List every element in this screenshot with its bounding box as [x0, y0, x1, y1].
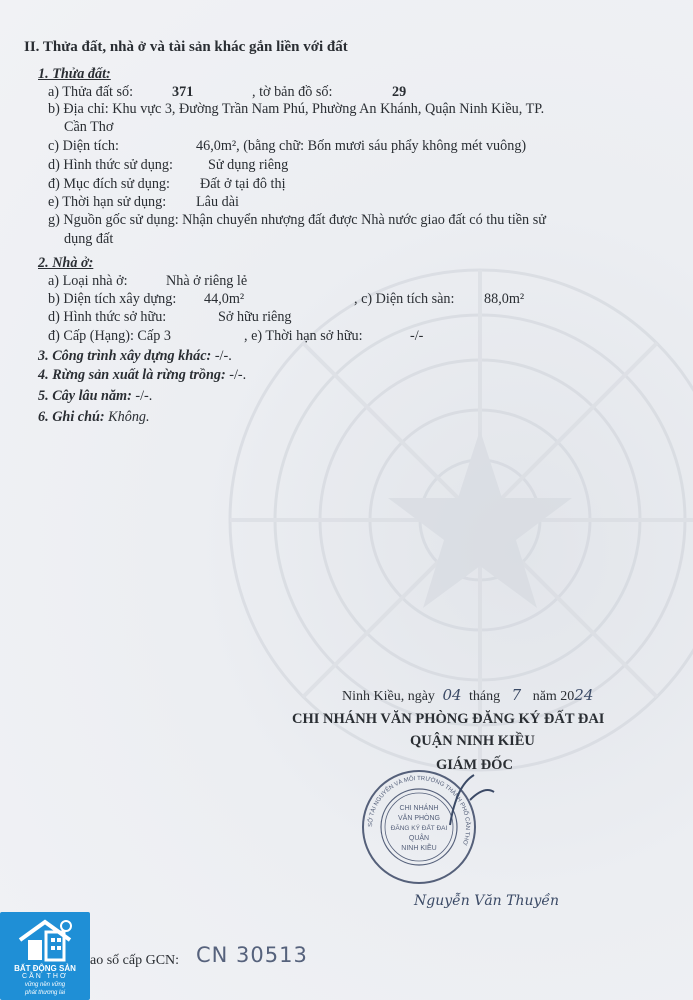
planted-forest — [38, 366, 246, 384]
house-grade: đ) Cấp (Hạng): Cấp 3 — [48, 328, 171, 344]
stamp-line-4: QUẬN — [408, 835, 430, 842]
stamp-line-5: NINH KIỀU — [401, 845, 437, 852]
org-district: QUẬN NINH KIỀU — [410, 733, 535, 749]
date-place: Ninh Kiều, ngày — [342, 689, 435, 704]
perennial-trees — [38, 387, 152, 405]
house-build-area-label: b) Diện tích xây dựng: — [48, 291, 177, 307]
planted-forest-label: 4. Rừng sản xuất là rừng trồng: — [38, 367, 226, 383]
date-month: 7 — [511, 686, 522, 704]
logo-line2: CẦN THƠ — [22, 973, 68, 980]
land-area-value: 46,0m², (bằng chữ: Bốn mươi sáu phẩy không mét vuông) — [196, 138, 527, 154]
planted-forest-value: -/-. — [225, 367, 247, 383]
stamp-line-3: ĐĂNG KÝ ĐẤT ĐAI — [390, 825, 448, 832]
section-heading: II. Thửa đất, nhà ở và tài sản khác gắn liền với đất — [24, 39, 348, 55]
date-year-label: năm 20 — [532, 689, 575, 704]
other-construction-label: 3. Công trình xây dựng khác: — [38, 348, 212, 364]
land-area-label: c) Diện tích: — [48, 138, 119, 154]
house-title: 2. Nhà ở: — [38, 255, 94, 271]
land-purpose-value: Đất ở tại đô thị — [200, 176, 286, 192]
land-usage-form-label: d) Hình thức sử dụng: — [48, 157, 173, 173]
issue-number-label: ao số cấp GCN: — [90, 953, 180, 968]
other-construction-value: -/-. — [211, 348, 232, 364]
land-address-line2: Cần Thơ — [64, 119, 114, 135]
land-purpose-label: đ) Mục đích sử dụng: — [48, 176, 170, 192]
other-construction — [38, 347, 232, 365]
land-term-value: Lâu dài — [196, 194, 239, 210]
house-type-value: Nhà ở riêng lẻ — [166, 273, 248, 289]
stamp-line-2: VĂN PHÒNG — [397, 815, 441, 822]
house-build-area-value: 44,0m² — [204, 291, 245, 307]
land-origin-line1: g) Nguồn gốc sử dụng: Nhận chuyển nhượng đất được Nhà nước giao đất có thu tiền sử — [48, 212, 546, 228]
logo-tagline2: phát thương lai — [24, 990, 66, 996]
house-ownership-value: Sở hữu riêng — [218, 309, 292, 325]
land-address-line1: b) Địa chỉ: Khu vực 3, Đường Trần Nam Phú, Phường An Khánh, Quận Ninh Kiều, TP. — [48, 101, 545, 117]
house-floor-area-value: 88,0m² — [484, 291, 525, 307]
stamp-line-1: CHI NHÁNH — [399, 805, 439, 812]
notes-label: 6. Ghi chú: — [38, 409, 105, 425]
land-parcel-label: a) Thửa đất số: — [48, 84, 134, 100]
date-year: 24 — [574, 686, 594, 704]
house-logo-icon — [14, 918, 76, 962]
house-type-label: a) Loại nhà ở: — [48, 273, 128, 289]
real-estate-logo — [0, 912, 90, 1000]
land-map-value: 29 — [392, 84, 407, 100]
land-usage-form-value: Sử dụng riêng — [208, 157, 289, 173]
land-parcel-value: 371 — [172, 84, 194, 100]
stamp-ring-text: SỞ TÀI NGUYÊN VÀ MÔI TRƯỜNG THÀNH PHỐ CẦN THƠ — [367, 775, 471, 846]
land-map-label: , tờ bản đồ số: — [252, 84, 333, 100]
house-term-label: , e) Thời hạn sở hữu: — [244, 328, 363, 344]
handwritten-signature-mark — [440, 770, 500, 830]
logo-tagline: vững nền vững — [24, 982, 66, 988]
house-term-value: -/- — [410, 328, 424, 344]
house-floor-area-label: , c) Diện tích sàn: — [354, 291, 455, 307]
perennial-trees-value: -/-. — [131, 388, 153, 404]
date-day: 04 — [442, 686, 462, 704]
notes — [38, 408, 150, 426]
date-line — [342, 686, 593, 706]
date-month-label: tháng — [469, 689, 501, 704]
signer-role: GIÁM ĐỐC — [436, 757, 513, 773]
signer-name: Nguyễn Văn Thuyền — [414, 893, 560, 909]
notes-value: Không. — [104, 409, 150, 425]
house-ownership-label: d) Hình thức sở hữu: — [48, 309, 167, 325]
org-name: CHI NHÁNH VĂN PHÒNG ĐĂNG KÝ ĐẤT ĐAI — [292, 711, 605, 727]
land-origin-line2: dụng đất — [64, 231, 114, 247]
land-title: 1. Thửa đất: — [38, 66, 111, 82]
perennial-trees-label: 5. Cây lâu năm: — [38, 388, 132, 404]
logo-line1: BẤT ĐỘNG SẢN — [14, 964, 76, 973]
land-term-label: e) Thời hạn sử dụng: — [48, 194, 167, 210]
issue-number-value: CN 30513 — [196, 943, 308, 967]
